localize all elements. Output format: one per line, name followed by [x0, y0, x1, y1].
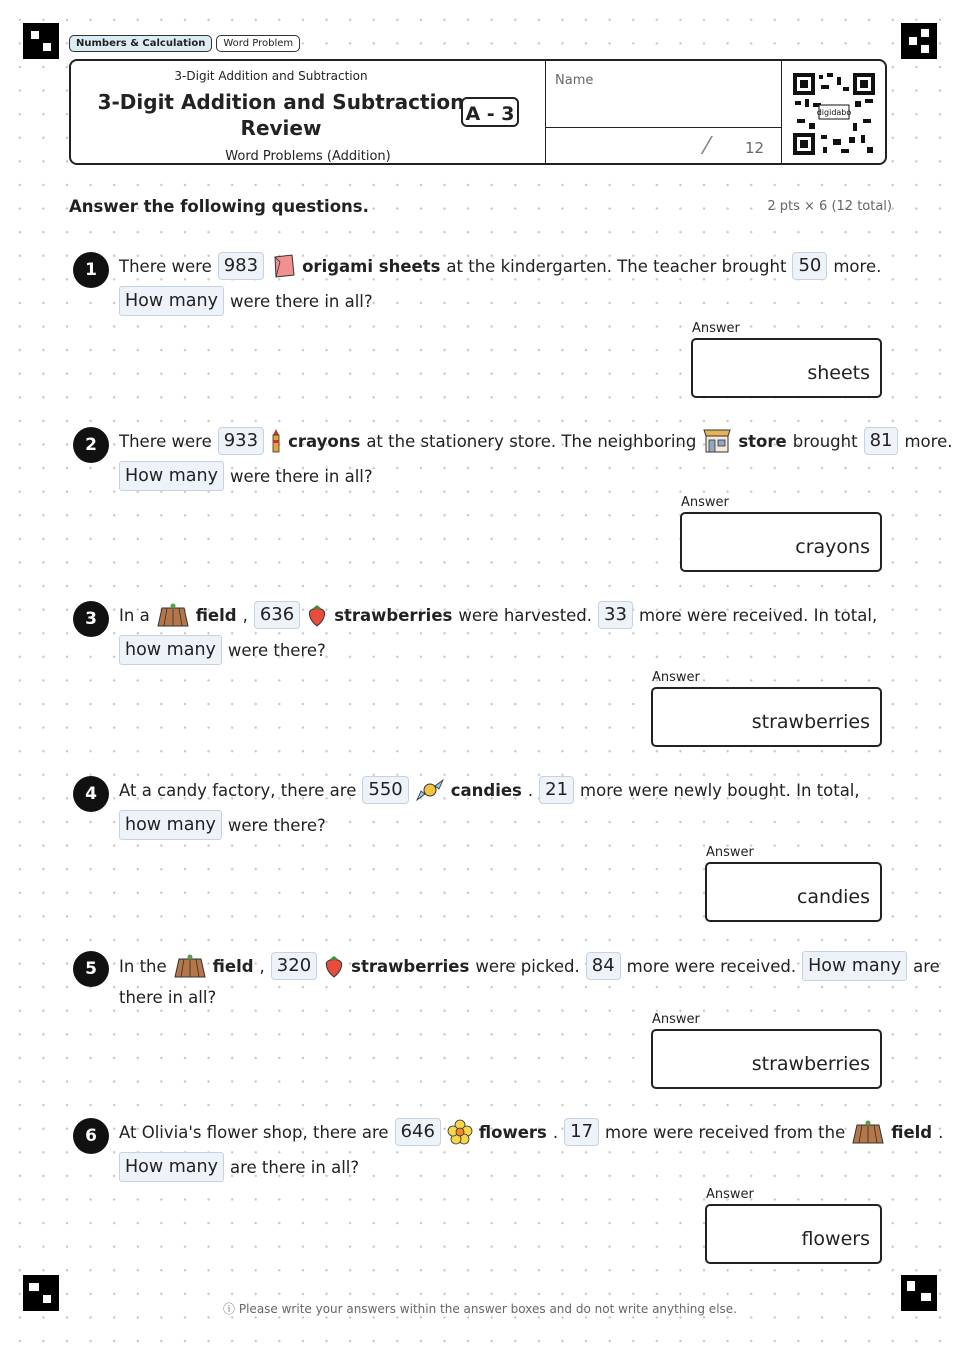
answer-unit: strawberries	[751, 711, 870, 733]
store-icon	[702, 428, 732, 454]
place-label: field	[195, 605, 237, 625]
how-many-highlight: How many	[119, 461, 224, 491]
answer-box[interactable]	[651, 687, 882, 747]
answer-box[interactable]	[705, 862, 882, 922]
header-subtitle: 3-Digit Addition and Subtraction	[174, 69, 368, 83]
header-title-area	[71, 61, 546, 163]
number-box: 50	[792, 252, 827, 280]
number-box: 81	[864, 427, 899, 455]
number-box: 550	[362, 776, 408, 804]
how-many-highlight: how many	[119, 810, 222, 840]
candy-icon	[415, 777, 445, 803]
answer-label: Answer	[681, 495, 729, 510]
question-number: 6	[73, 1118, 109, 1154]
name-field[interactable]	[545, 61, 782, 128]
how-many-highlight: How many	[802, 951, 907, 981]
item-label: strawberries	[351, 956, 470, 976]
info-icon: ⓘ	[223, 1302, 236, 1316]
field-icon	[173, 953, 207, 979]
question-text: There were 983 origami sheets at the kindergarten. The teacher brought 50 more.	[119, 252, 881, 280]
score-total: 12	[745, 139, 765, 157]
item-label: crayons	[288, 431, 361, 451]
question-number: 4	[73, 776, 109, 812]
how-many-highlight: how many	[119, 635, 222, 665]
answer-label: Answer	[652, 1012, 700, 1027]
number-box: 17	[564, 1118, 599, 1146]
answer-box[interactable]	[691, 338, 882, 398]
footer-text: Please write your answers within the answer boxes and do not write anything else.	[238, 1302, 737, 1316]
answer-box[interactable]	[680, 512, 882, 572]
answer-unit: flowers	[801, 1228, 870, 1250]
place-label: field	[212, 956, 254, 976]
question-text-line-2: how many were there?	[119, 810, 326, 840]
flower-icon	[447, 1119, 473, 1145]
level-badge: A - 3	[461, 97, 519, 127]
number-box: 646	[395, 1118, 441, 1146]
answer-label: Answer	[706, 845, 754, 860]
answer-box[interactable]	[705, 1204, 882, 1264]
number-box: 983	[218, 252, 264, 280]
question-text-line-2: how many were there?	[119, 635, 326, 665]
question-number: 5	[73, 951, 109, 987]
origami-sheet-icon	[270, 253, 296, 279]
number-box: 320	[271, 952, 317, 980]
place-label: field	[891, 1122, 933, 1142]
place-label: store	[738, 431, 787, 451]
item-label: strawberries	[334, 605, 453, 625]
question-text-line-2: How many were there in all?	[119, 286, 373, 316]
answer-label: Answer	[692, 321, 740, 336]
number-box: 636	[254, 601, 300, 629]
number-box: 33	[598, 601, 633, 629]
question-text: At a candy factory, there are 550 candies . 21 more were newly bought. In total,	[119, 776, 860, 804]
question-text: At Olivia's flower shop, there are 646 flowers . 17 more were received from the field .	[119, 1118, 943, 1146]
answer-label: Answer	[652, 670, 700, 685]
question-number: 1	[73, 252, 109, 288]
field-icon	[156, 602, 190, 628]
how-many-highlight: How many	[119, 286, 224, 316]
score-field[interactable]	[545, 127, 782, 163]
strawberry-icon	[306, 602, 328, 628]
number-box: 84	[586, 952, 621, 980]
item-label: candies	[450, 780, 522, 800]
answer-unit: crayons	[795, 536, 870, 558]
tag-numbers-calculation: Numbers & Calculation	[69, 35, 212, 52]
number-box: 933	[218, 427, 264, 455]
strawberry-icon	[323, 953, 345, 979]
crayon-icon	[270, 428, 282, 454]
category-tags	[69, 35, 300, 52]
question-text: In a field , 636 strawberries were harvested. 33 more were received. In total,	[119, 601, 877, 629]
corner-marker-top-right	[901, 23, 937, 59]
qr-code-icon	[793, 73, 875, 155]
answer-unit: candies	[796, 886, 870, 908]
instructions: Answer the following questions.	[69, 197, 369, 216]
answer-box[interactable]	[651, 1029, 882, 1089]
points-info: 2 pts × 6 (12 total)	[767, 199, 892, 214]
question-text-line-2: How many were there in all?	[119, 461, 373, 491]
answer-unit: strawberries	[751, 1053, 870, 1075]
item-label: origami sheets	[302, 256, 441, 276]
name-label: Name	[555, 73, 594, 88]
score-slash: /	[699, 133, 714, 158]
answer-label: Answer	[706, 1187, 754, 1202]
question-number: 2	[73, 427, 109, 463]
worksheet-header	[69, 59, 887, 165]
svg-text:digidabo: digidabo	[816, 108, 852, 117]
question-text: There were 933 crayons at the stationery store. The neighboring store brought 81 more.	[119, 427, 952, 455]
question-text-line-2: How many are there in all?	[119, 1152, 359, 1182]
tag-word-problem: Word Problem	[216, 35, 300, 52]
answer-unit: sheets	[807, 362, 870, 384]
question-text-line-2: there in all?	[119, 988, 217, 1007]
field-icon	[851, 1119, 885, 1145]
item-label: flowers	[478, 1122, 547, 1142]
page-title: 3-Digit Addition and Subtraction Review	[97, 90, 465, 140]
number-box: 21	[539, 776, 574, 804]
how-many-highlight: How many	[119, 1152, 224, 1182]
question-text: In the field , 320 strawberries were picked. 84 more were received. How many are	[119, 951, 940, 981]
header-footer-label: Word Problems (Addition)	[225, 149, 391, 164]
question-number: 3	[73, 601, 109, 637]
corner-marker-top-left	[23, 23, 59, 59]
footer-note	[0, 1300, 960, 1317]
